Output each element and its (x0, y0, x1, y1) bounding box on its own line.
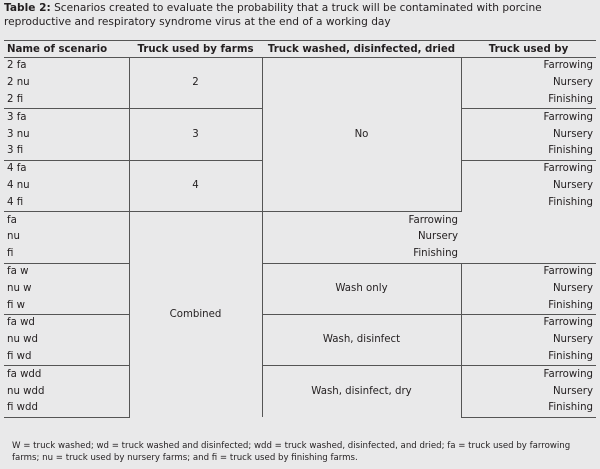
truck-used-by-cell: Finishing (548, 93, 593, 105)
header-truck-washed: Truck washed, disinfected, dried (262, 41, 461, 58)
table-row (4, 314, 596, 331)
truck-washed-cell: Wash, disinfect, dry (262, 366, 461, 417)
scenario-name-cell: fi wd (7, 350, 32, 362)
truck-used-by-cell: Nursery (552, 128, 593, 140)
scenario-name-cell: 3 nu (7, 128, 30, 140)
scenario-name-cell: fi w (7, 299, 25, 311)
scenario-name-cell: 2 nu (7, 77, 30, 89)
truck-used-by-cell: Farrowing (461, 366, 596, 383)
table-body (4, 58, 596, 418)
truck-used-by-cell: Nursery (552, 334, 593, 346)
scenario-name-cell: 2 fa (4, 58, 129, 75)
truck-used-by-cell: Nursery (552, 179, 593, 191)
truck-used-by-cell: Nursery (417, 231, 458, 243)
truck-washed-cell: No (262, 58, 461, 212)
header-truck-used-by: Truck used by (461, 41, 596, 58)
header-truck-used-by-farms: Truck used by farms (129, 41, 262, 58)
truck-used-by-cell: Finishing (461, 400, 596, 417)
scenario-name-cell: fa (4, 212, 129, 229)
header-name-of-scenario: Name of scenario (4, 41, 129, 58)
scenarios-table (4, 40, 596, 418)
table-row (4, 58, 596, 75)
table-row (4, 229, 596, 246)
truck-used-by-cell: Finishing (548, 299, 593, 311)
truck-used-by-cell: Finishing (548, 145, 593, 157)
scenario-name-cell: nu w (7, 282, 32, 294)
table-row (4, 366, 596, 383)
truck-used-by-cell: Nursery (552, 77, 593, 89)
truck-used-by-farms-cell: Combined (129, 212, 262, 418)
scenario-name-cell: 3 fa (4, 109, 129, 126)
scenario-name-cell: 2 fi (7, 93, 24, 105)
truck-used-by-farms-cell: 3 (129, 109, 262, 160)
scenario-name-cell: fi (7, 248, 14, 260)
truck-used-by-farms-cell: 4 (129, 160, 262, 211)
scenario-name-cell: nu (7, 231, 20, 243)
truck-used-by-cell: Finishing (548, 350, 593, 362)
truck-washed-cell: Wash, disinfect (262, 314, 461, 365)
scenario-name-cell: fi wdd (4, 400, 129, 417)
truck-used-by-cell: Farrowing (262, 212, 461, 229)
truck-used-by-cell: Nursery (552, 282, 593, 294)
header-row (4, 41, 596, 58)
truck-used-by-cell: Finishing (548, 197, 593, 209)
table-row (4, 263, 596, 280)
caption-text: Scenarios created to evaluate the probability that a truck will be contaminated with porcine reproductive and respiratory syndrome virus at the end of a working day (4, 2, 542, 28)
scenario-name-cell: 4 nu (7, 179, 30, 191)
truck-used-by-cell: Farrowing (461, 314, 596, 331)
truck-used-by-farms-cell: 2 (129, 58, 262, 109)
truck-used-by-cell: Farrowing (461, 263, 596, 280)
table-caption (4, 2, 598, 29)
scenario-name-cell: fa w (4, 263, 129, 280)
table-row (4, 212, 596, 229)
truck-washed-cell: Wash only (262, 263, 461, 314)
scenario-name-cell: 4 fi (7, 196, 24, 208)
scenario-name-cell: 3 fi (7, 145, 24, 157)
scenario-name-cell: 4 fa (4, 160, 129, 177)
scenario-name-cell: fa wdd (4, 366, 129, 383)
truck-used-by-cell: Farrowing (461, 109, 596, 126)
truck-used-by-cell: Farrowing (461, 160, 596, 177)
scenario-name-cell: nu wdd (7, 385, 45, 397)
scenario-name-cell: nu wd (7, 334, 38, 346)
truck-used-by-cell: Finishing (413, 248, 458, 260)
table-footnote: W = truck washed; wd = truck washed and disinfected; wdd = truck washed, disinfected, and dried; fa = truck used by farrowing farms; nu = truck used by nursery farms; and fi = truck used by finishing farms. (12, 441, 571, 463)
scenario-name-cell: fa wd (4, 314, 129, 331)
caption-label: Table 2: (4, 2, 51, 14)
truck-used-by-cell: Nursery (552, 385, 593, 397)
table-row (4, 246, 596, 263)
truck-used-by-cell: Farrowing (461, 58, 596, 75)
